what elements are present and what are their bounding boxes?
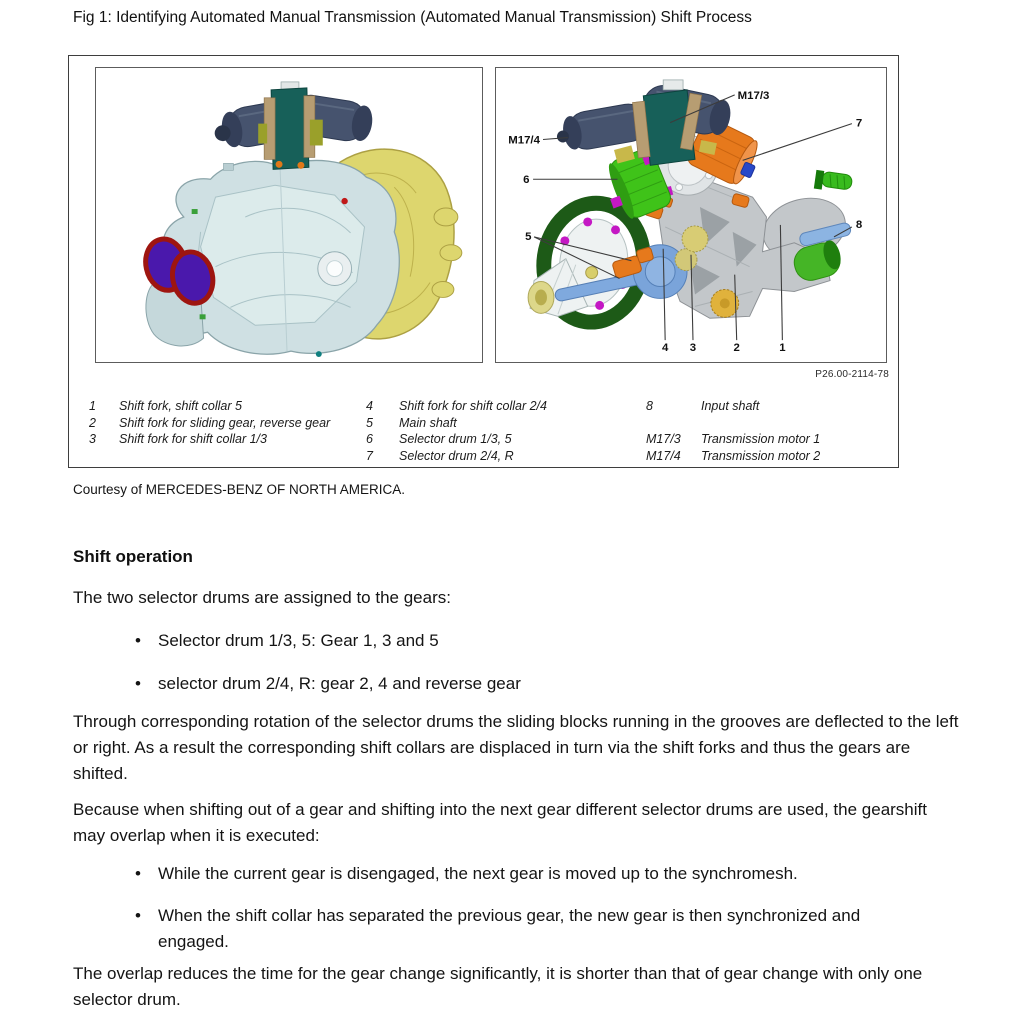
diagram-shift-mechanism-exploded bbox=[495, 67, 887, 363]
legend-key: M17/4 bbox=[646, 448, 681, 463]
legend-label: Shift fork for sliding gear, reverse gear bbox=[119, 415, 331, 430]
callout-5: 5 bbox=[525, 230, 532, 243]
legend-column-3 bbox=[646, 398, 886, 464]
legend-item bbox=[366, 415, 621, 432]
shift-mechanism-drawing bbox=[496, 68, 886, 362]
bullet-text: • selector drum 2/4, R: gear 2, 4 and reverse gear bbox=[158, 674, 521, 693]
paragraph-overlap: Because when shifting out of a gear and shifting into the next gear different selector drums are used, the gearshift may overlap when it is executed: bbox=[73, 800, 927, 845]
legend-item bbox=[89, 398, 337, 415]
paragraph-rotation: Through corresponding rotation of the selector drums the sliding blocks running in the grooves are deflected to the left or right. As a result the corresponding shift collars are displaced in turn via the shift forks and thus the gears are shifted. bbox=[73, 712, 959, 783]
legend-item bbox=[646, 448, 886, 465]
figure-caption: Fig 1: Identifying Automated Manual Transmission (Automated Manual Transmission) Shift Process bbox=[73, 9, 752, 26]
callout-m17-4: M17/4 bbox=[508, 134, 540, 147]
diagram-assembled-transmission bbox=[95, 67, 483, 363]
legend-key: 3 bbox=[89, 432, 96, 446]
bullet-text: • Selector drum 1/3, 5: Gear 1, 3 and 5 bbox=[158, 631, 439, 650]
legend-label: Main shaft bbox=[399, 415, 457, 430]
legend-spacer bbox=[646, 415, 886, 432]
assembled-transmission-drawing bbox=[96, 68, 482, 362]
bullet-synchronize bbox=[135, 903, 935, 955]
section-heading: Shift operation bbox=[73, 547, 193, 566]
legend-key: 1 bbox=[89, 399, 96, 413]
bullet-text: • While the current gear is disengaged, the next gear is moved up to the synchromesh. bbox=[158, 864, 798, 883]
callout-6: 6 bbox=[523, 174, 530, 187]
courtesy-line: Courtesy of MERCEDES-BENZ OF NORTH AMERICA. bbox=[73, 482, 406, 497]
legend-key: 4 bbox=[366, 399, 373, 413]
figure-frame bbox=[68, 55, 899, 468]
legend-item bbox=[646, 431, 886, 448]
bullet-selector-drum-135 bbox=[135, 628, 935, 654]
legend-key: 8 bbox=[646, 399, 653, 413]
legend-label: Selector drum 2/4, R bbox=[399, 448, 514, 463]
legend-item bbox=[366, 398, 621, 415]
legend-item bbox=[89, 415, 337, 432]
legend-key: 2 bbox=[89, 415, 96, 430]
legend-key: 7 bbox=[366, 448, 373, 463]
legend-key: 5 bbox=[366, 415, 373, 430]
paragraph-intro: The two selector drums are assigned to the gears: bbox=[73, 588, 451, 607]
legend-item bbox=[89, 431, 337, 448]
legend-label: Shift fork, shift collar 5 bbox=[119, 399, 242, 413]
legend-label: Transmission motor 2 bbox=[701, 448, 821, 463]
callout-3: 3 bbox=[689, 342, 697, 355]
bullet-text: • When the shift collar has separated the previous gear, the new gear is then synchronized and engaged. bbox=[158, 906, 861, 951]
callout-2: 2 bbox=[733, 342, 740, 355]
callout-m17-3: M17/3 bbox=[737, 89, 770, 102]
callout-1: 1 bbox=[779, 342, 786, 355]
legend-label: Transmission motor 1 bbox=[701, 432, 821, 446]
legend-label: Shift fork for shift collar 2/4 bbox=[399, 399, 547, 413]
legend-item bbox=[646, 398, 886, 415]
legend-column-1 bbox=[89, 398, 337, 448]
bullet-selector-drum-24r bbox=[135, 671, 935, 697]
paragraph-conclusion: The overlap reduces the time for the gear change significantly, it is shorter than that of gear change with only one selector drum. bbox=[73, 964, 923, 1009]
shaft-end-bore bbox=[318, 252, 352, 286]
callout-7: 7 bbox=[855, 117, 863, 130]
drawing-reference-number: P26.00-2114-78 bbox=[815, 369, 889, 380]
legend-item bbox=[366, 448, 621, 465]
legend-item bbox=[366, 431, 621, 448]
legend-key: M17/3 bbox=[646, 432, 681, 446]
legend-label: Selector drum 1/3, 5 bbox=[399, 432, 512, 446]
callout-8: 8 bbox=[855, 218, 863, 231]
callout-4: 4 bbox=[662, 342, 669, 355]
legend-label: Input shaft bbox=[701, 399, 760, 413]
legend-label: Shift fork for shift collar 1/3 bbox=[119, 432, 267, 446]
legend-key: 6 bbox=[366, 432, 373, 446]
bullet-disengage bbox=[135, 861, 935, 887]
legend-column-2 bbox=[366, 398, 621, 464]
